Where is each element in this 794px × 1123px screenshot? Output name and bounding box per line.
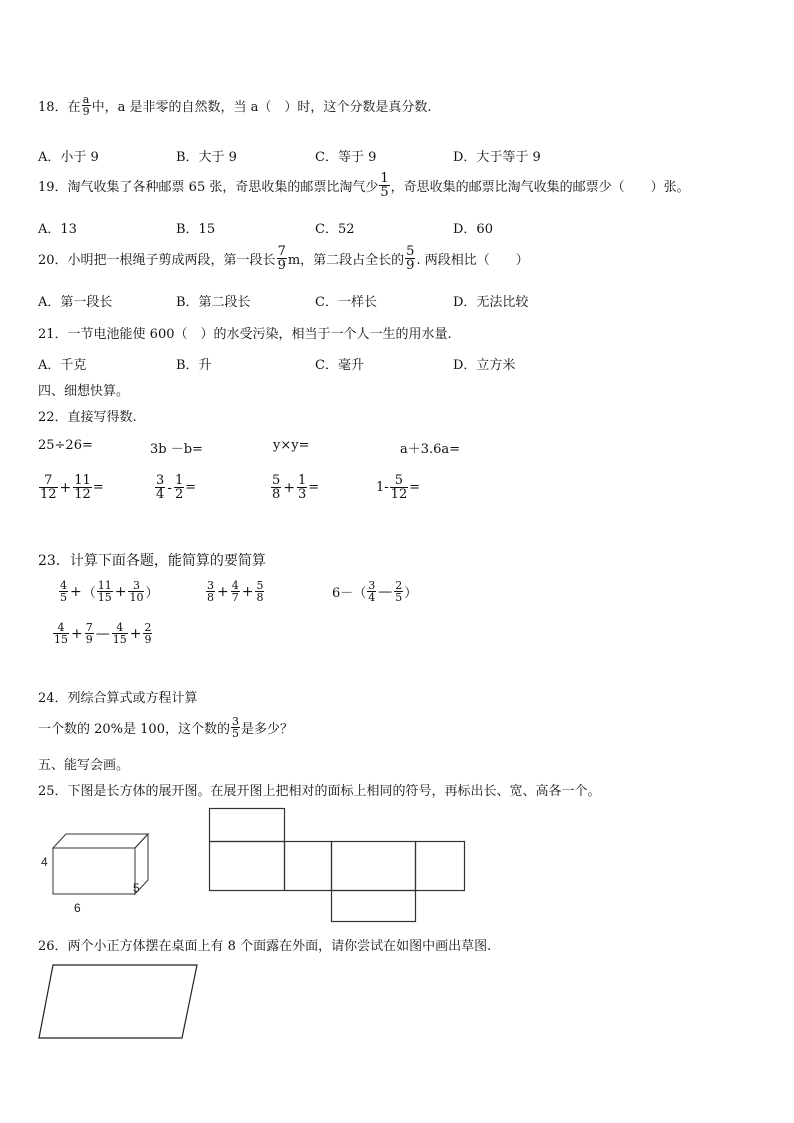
option-a: A．第一段长 — [38, 295, 113, 310]
question-number: 20． — [38, 253, 68, 268]
option-b: B．升 — [176, 358, 212, 373]
option-d: D．大于等于 9 — [453, 150, 541, 165]
fraction: $\frac{4}{5}$ — [60, 579, 67, 604]
question-19: 19．淘气收集了各种邮票 65 张，奇思收集的邮票比淘气少 $\frac{1}{5}$ ，奇思收集的邮票比淘气收集的邮票少（ ）张。 — [38, 171, 690, 200]
fraction: $\frac{2}{9}$ — [144, 621, 152, 646]
fraction: $\frac{1}{2}$ — [175, 473, 184, 502]
fraction: $\frac{4}{15}$ — [112, 621, 127, 646]
label-width: 5 — [133, 881, 140, 895]
question-number: 18． — [38, 100, 68, 115]
calc-item: a＋3.6a= — [400, 442, 461, 457]
calc-item: $\frac{4}{5}$ +（ $\frac{11}{15}$ + $\frac{3}{10}$ ） — [60, 579, 159, 604]
cuboid-figure — [38, 826, 158, 922]
option-a: A．13 — [38, 222, 77, 237]
option-b: B．15 — [176, 222, 216, 237]
question-24: 一个数的 20%是 100，这个数的 $\frac{3}{5}$ 是多少？ — [38, 715, 293, 740]
fraction: $\frac{11}{12}$ — [74, 473, 91, 502]
question-22-title: 22．直接写得数. — [38, 410, 137, 425]
fraction: $\frac{11}{15}$ — [97, 579, 112, 604]
option-b: B．大于 9 — [176, 150, 237, 165]
question-20: 20．小明把一根绳子剪成两段，第一段长 $\frac{7}{9}$ m，第二段占全长的 $\frac{5}{9}$ . 两段相比（ ） — [38, 244, 529, 273]
question-23-title: 23．计算下面各题，能简算的要简算 — [38, 553, 266, 569]
option-d: D．立方米 — [453, 358, 516, 373]
fraction: $\frac{3}{10}$ — [129, 579, 144, 604]
net-face — [332, 842, 416, 891]
net-face-bottom — [332, 891, 416, 922]
calc-item: 1- $\frac{5}{12}$ = — [376, 473, 421, 502]
section-heading: 五、能写会画。 — [38, 758, 130, 773]
question-number: 19． — [38, 180, 68, 195]
option-d: D．无法比较 — [453, 295, 529, 310]
option-c: C．毫升 — [315, 358, 364, 373]
fraction: $\frac{5}{8}$ — [272, 473, 281, 502]
calc-item: 25÷26= — [38, 438, 93, 453]
option-a: A．千克 — [38, 358, 87, 373]
cuboid-net — [205, 804, 470, 926]
fraction: $\frac{2}{5}$ — [395, 579, 403, 604]
fraction: $\frac{4}{15}$ — [54, 621, 68, 646]
fraction: $\frac{3}{8}$ — [207, 579, 214, 604]
fraction: $\frac{7}{9}$ — [277, 244, 286, 273]
fraction: $\frac{3}{5}$ — [231, 715, 239, 740]
section-heading: 四、细想快算。 — [38, 384, 130, 399]
calc-item: 3b －b= — [150, 442, 203, 457]
fraction: $\frac{3}{4}$ — [368, 579, 376, 604]
calc-item: $\frac{4}{15}$ + $\frac{7}{9}$ — $\frac{4}{15}$ + $\frac{2}{9}$ — [54, 621, 152, 646]
fraction: $\frac{4}{7}$ — [231, 579, 239, 604]
option-a: A．小于 9 — [38, 150, 99, 165]
label-length: 6 — [74, 901, 81, 915]
net-face-top — [210, 809, 285, 842]
fraction: $\frac{5}{8}$ — [256, 579, 264, 604]
calc-item: 6－（ $\frac{3}{4}$ — $\frac{2}{5}$ ） — [332, 579, 418, 604]
option-d: D．60 — [453, 222, 493, 237]
fraction: $\frac{5}{9}$ — [406, 244, 415, 273]
calc-item: y×y= — [273, 438, 310, 453]
desk-parallelogram — [36, 962, 202, 1042]
calc-item: $\frac{7}{12}$ + $\frac{11}{12}$ = — [40, 473, 104, 502]
option-c: C．等于 9 — [315, 150, 377, 165]
net-face — [210, 842, 285, 891]
cuboid-top-face — [53, 834, 148, 848]
fraction: $\frac{3}{4}$ — [156, 473, 165, 502]
question-26: 26．两个小正方体摆在桌面上有 8 个面露在外面，请你尝试在如图中画出草图. — [38, 939, 492, 954]
desk-outline — [39, 965, 197, 1038]
fraction: $\frac{a}{9}$ — [82, 93, 90, 118]
cuboid-front-face — [53, 848, 135, 894]
fraction: $\frac{7}{12}$ — [40, 473, 57, 502]
fraction: $\frac{1}{5}$ — [380, 171, 389, 200]
calc-item: $\frac{3}{8}$ + $\frac{4}{7}$ + $\frac{5}{8}$ — [207, 579, 264, 604]
fraction: $\frac{1}{3}$ — [298, 473, 307, 502]
calc-item: $\frac{5}{8}$ + $\frac{1}{3}$ = — [272, 473, 320, 502]
question-18: 18．在 $\frac{a}{9}$ 中，a 是非零的自然数，当 a（ ）时，这个分数是真分数. — [38, 93, 432, 118]
question-24-title: 24．列综合算式或方程计算 — [38, 691, 198, 706]
option-c: C．一样长 — [315, 295, 377, 310]
net-face — [285, 842, 332, 891]
fraction: $\frac{7}{9}$ — [85, 621, 93, 646]
option-c: C．52 — [315, 222, 355, 237]
net-face — [416, 842, 465, 891]
label-height: 4 — [41, 855, 48, 869]
question-21: 21．一节电池能使 600（ ）的水受污染，相当于一个人一生的用水量. — [38, 327, 452, 342]
option-b: B．第二段长 — [176, 295, 251, 310]
question-25: 25．下图是长方体的展开图。在展开图上把相对的面标上相同的符号，再标出长、宽、高各一个。 — [38, 784, 601, 799]
fraction: $\frac{5}{12}$ — [390, 473, 408, 502]
calc-item: $\frac{3}{4}$ - $\frac{1}{2}$ = — [156, 473, 197, 502]
